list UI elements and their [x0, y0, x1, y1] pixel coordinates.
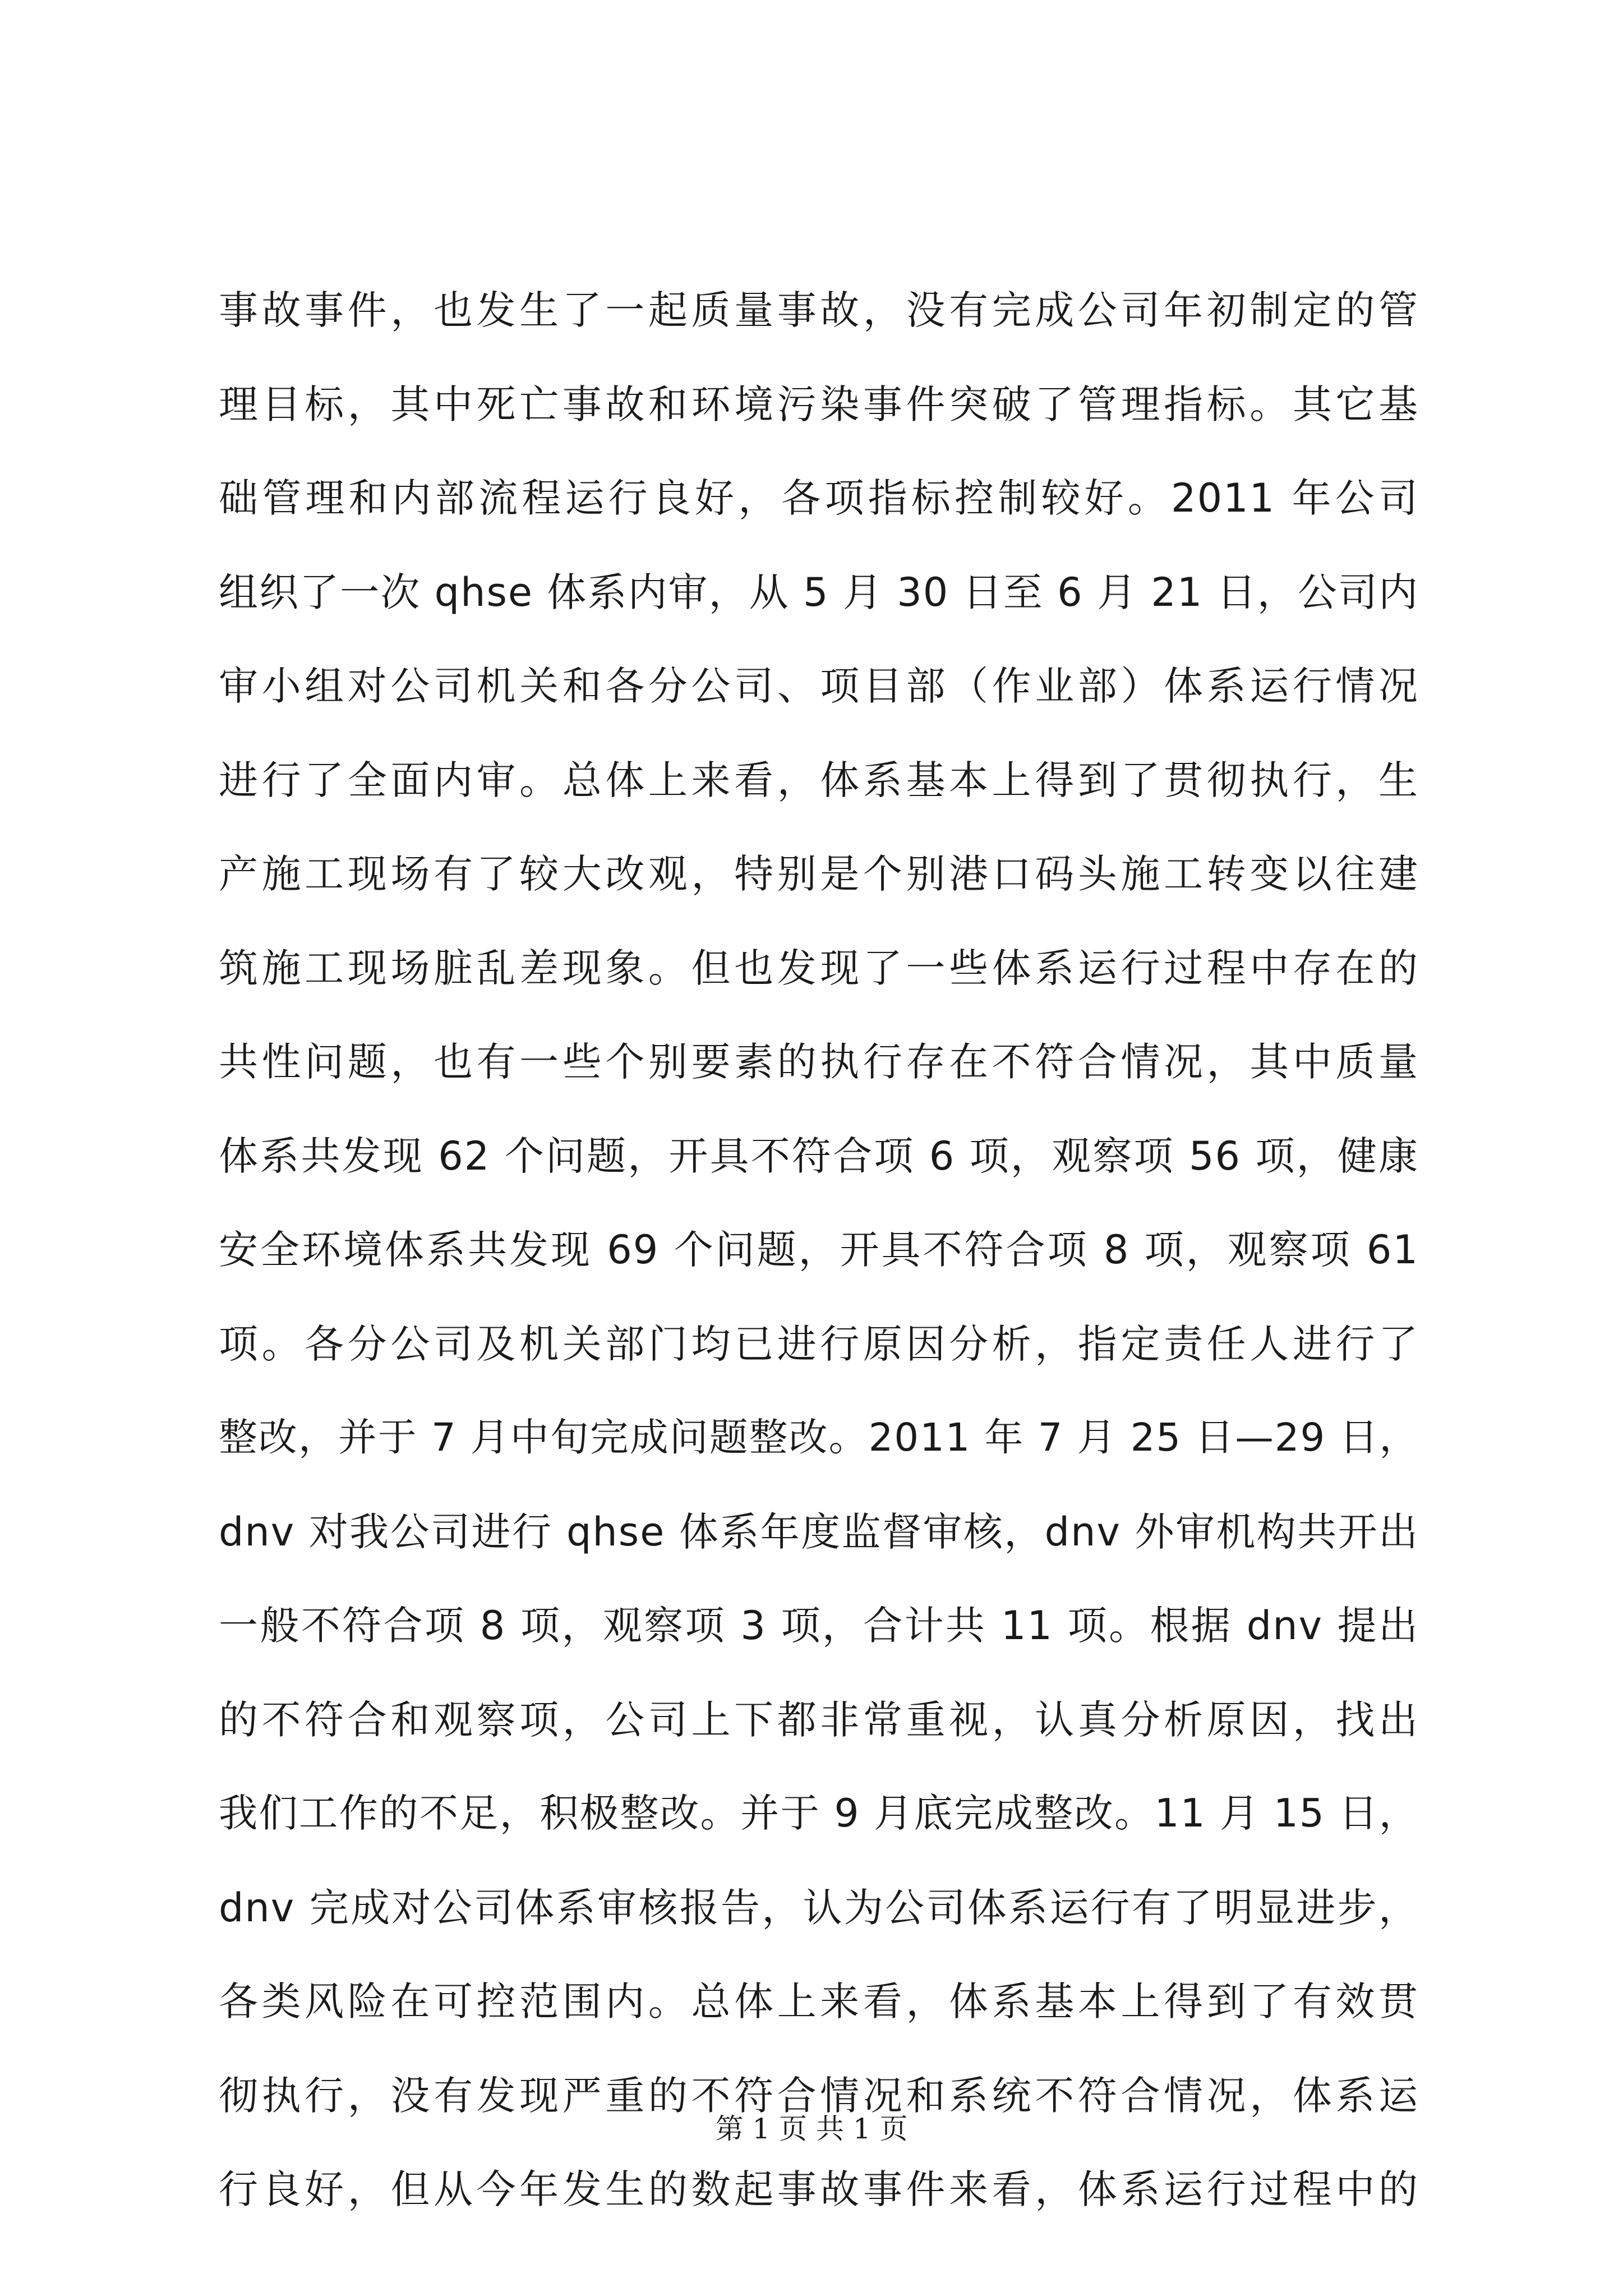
- page-number-label: 第 1 页 共 1 页: [715, 2113, 908, 2145]
- text-line: 彻执行，没有发现严重的不符合情况和系统不符合情况，体系运: [219, 2072, 1419, 2119]
- body-paragraph: [219, 264, 1419, 2237]
- text-line: 整改，并于 7 月中旬完成问题整改。2011 年 7 月 25 日—29 日，: [219, 1415, 1419, 1460]
- text-line: 体系共发现 62 个问题，开具不符合项 6 项，观察项 56 项，健康: [219, 1133, 1419, 1179]
- text-line: 审小组对公司机关和各分公司、项目部（作业部）体系运行情况: [219, 663, 1419, 709]
- text-line: dnv 完成对公司体系审核报告，认为公司体系运行有了明显进步，: [219, 1884, 1419, 1931]
- text-line: 我们工作的不足，积极整改。并于 9 月底完成整改。11 月 15 日，: [219, 1791, 1419, 1836]
- text-line: 理目标，其中死亡事故和环境污染事件突破了管理指标。其它基: [219, 381, 1419, 427]
- text-line: 产施工现场有了较大改观，特别是个别港口码头施工转变以往建: [219, 851, 1419, 897]
- text-line: 行良好，但从今年发生的数起事故事件来看，体系运行过程中的: [219, 2166, 1419, 2212]
- text-line: 的不符合和观察项，公司上下都非常重视，认真分析原因，找出: [219, 1696, 1419, 1743]
- text-line: 安全环境体系共发现 69 个问题，开具不符合项 8 项，观察项 61: [219, 1227, 1419, 1273]
- text-line: dnv 对我公司进行 qhse 体系年度监督审核，dnv 外审机构共开出: [219, 1508, 1419, 1555]
- text-line: 共性问题，也有一些个别要素的执行存在不符合情况，其中质量: [219, 1039, 1419, 1085]
- text-line: 础管理和内部流程运行良好，各项指标控制较好。2011 年公司: [219, 475, 1419, 521]
- text-line: 事故事件，也发生了一起质量事故，没有完成公司年初制定的管: [219, 287, 1419, 333]
- text-line: 一般不符合项 8 项，观察项 3 项，合计共 11 项。根据 dnv 提出: [219, 1603, 1419, 1649]
- text-line: 进行了全面内审。总体上来看，体系基本上得到了贯彻执行，生: [219, 757, 1419, 803]
- text-line: 筑施工现场脏乱差现象。但也发现了一些体系运行过程中存在的: [219, 945, 1419, 991]
- text-line: 各类风险在可控范围内。总体上来看，体系基本上得到了有效贯: [219, 1978, 1419, 2024]
- text-line: 组织了一次 qhse 体系内审，从 5 月 30 日至 6 月 21 日，公司内: [219, 569, 1419, 615]
- page-footer: [0, 2106, 1623, 2147]
- text-line: 项。各分公司及机关部门均已进行原因分析，指定责任人进行了: [219, 1320, 1419, 1367]
